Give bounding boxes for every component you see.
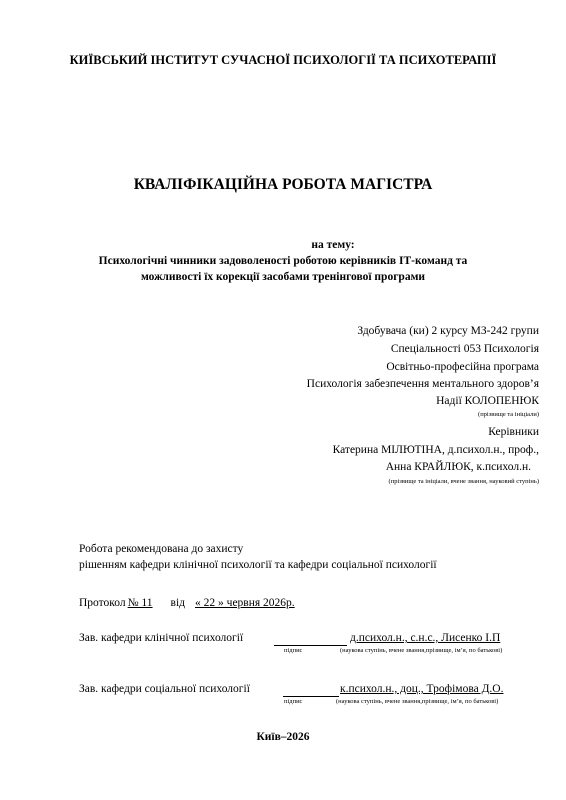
work-type-title: КВАЛІФІКАЦІЙНА РОБОТА МАГІСТРА: [133, 176, 433, 193]
protocol-from: від: [170, 597, 186, 609]
head-social-value: к.психол.н., доц., Трофімова Д.О.: [340, 683, 504, 695]
supervisors-hint: (прізвище та ініціали, вчене звання, науковий ступінь): [388, 478, 539, 485]
head-social-label: Зав. кафедри соціальної психології: [79, 683, 250, 695]
protocol-label: Протокол: [79, 597, 126, 609]
supervisor-2: Анна КРАЙЛЮК, к.психол.н.: [385, 461, 531, 473]
student-name: Надії КОЛОПЕНЮК: [436, 395, 539, 407]
supervisor-1: Катерина МІЛЮТІНА, д.психол.н., проф.,: [332, 444, 539, 456]
program-type: Освітньо-професійна програма: [386, 361, 539, 373]
institute-name: КИЇВСЬКИЙ ІНСТИТУТ СУЧАСНОЇ ПСИХОЛОГІЇ ТА ПСИХОТЕРАПІЇ: [69, 53, 497, 67]
topic-intro: на тему:: [311, 239, 355, 251]
head-clinical-value: д.психол.н., с.н.с., Лисенко І.П: [350, 632, 501, 644]
student-name-hint: (прізвище та ініціали): [478, 411, 539, 418]
recommendation-line-1: Робота рекомендована до захисту: [79, 543, 244, 555]
city-year: Київ–2026: [256, 731, 310, 743]
supervisors-label: Керівники: [488, 426, 539, 438]
head-social-hint: (наукова ступінь, вчене звання,прізвище, ім’я, по батькові): [336, 698, 499, 705]
protocol-row: [79, 597, 295, 609]
topic-line-1: Психологічні чинники задоволеності роботою керівників ІТ-команд та: [98, 255, 468, 267]
protocol-number: № 11: [127, 597, 153, 609]
head-social-sign-hint: підпис: [284, 698, 303, 705]
protocol-date: « 22 » червня 2026р.: [195, 597, 295, 609]
program-name: Психологія забезпечення ментального здоров’я: [306, 378, 539, 390]
head-clinical-hint: (наукова ступінь, вчене звання,прізвище, ім’я, по батькові): [340, 647, 503, 654]
topic-line-2: можливості їх корекції засобами тренінгової програми: [140, 271, 426, 283]
student-course: Здобувача (ки) 2 курсу МЗ-242 групи: [357, 325, 539, 337]
head-social-signature-line: [283, 696, 339, 697]
head-clinical-signature-line: [274, 645, 347, 646]
head-clinical-sign-hint: підпис: [284, 647, 303, 654]
head-clinical-label: Зав. кафедри клінічної психології: [79, 632, 244, 644]
student-specialty: Спеціальності 053 Психологія: [390, 343, 539, 355]
recommendation-line-2: рішенням кафедри клінічної психології та кафедри соціальної психології: [79, 559, 437, 571]
